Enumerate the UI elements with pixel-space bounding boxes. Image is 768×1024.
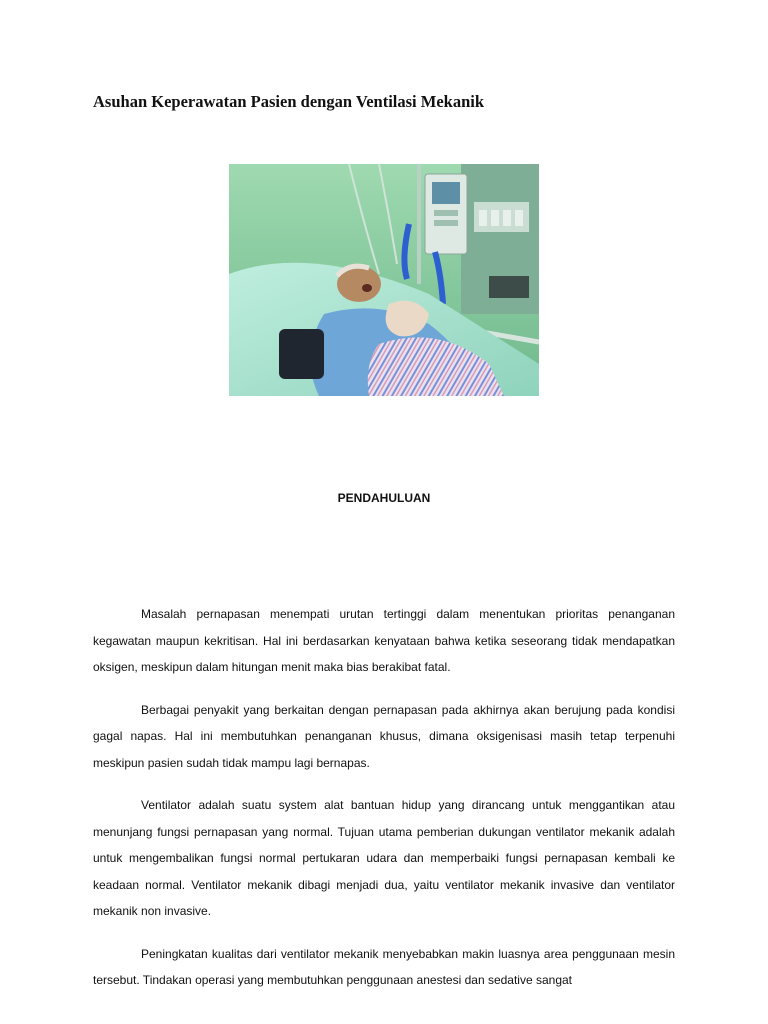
paragraph: Ventilator adalah suatu system alat bantuan hidup yang dirancang untuk menggantikan atau menunjang fungsi pernapasan yang normal. Tujuan utama pemberian dukungan ventilator mekanik adalah untuk mengembalikan fungsi normal pertukaran udara dan memperbaiki fungsi pernapasan kembali ke keadaan normal. Ventilator mekanik dibagi menjadi dua, yaitu ventilator mekanik invasive dan ventilator mekanik non invasive.	[93, 798, 675, 918]
paragraph: Berbagai penyakit yang berkaitan dengan pernapasan pada akhirnya akan berujung pada kondisi gagal napas. Hal ini membutuhkan penanganan khusus, dimana oksigenisasi masih tetap terpenuhi meskipun pasien sudah tidak mampu lagi bernapas.	[93, 702, 675, 770]
body-text	[93, 601, 675, 1010]
paragraph: Masalah pernapasan menempati urutan tertinggi dalam menentukan prioritas penanganan kegawatan maupun kekritisan. Hal ini berdasarkan kenyataan bahwa ketika seseorang tidak mendapatkan oksigen, meskipun dalam hitungan menit maka bias berakibat fatal.	[93, 607, 675, 674]
patient-ventilator-photo	[229, 164, 539, 396]
paragraph: Peningkatan kualitas dari ventilator mekanik menyebabkan makin luasnya area penggunaan mesin tersebut. Tindakan operasi yang membutuhkan penggunaan anestesi dan sedative sangat	[93, 946, 675, 987]
document-title: Asuhan Keperawatan Pasien dengan Ventilasi Mekanik	[93, 92, 485, 111]
section-heading: PENDAHULUAN	[337, 491, 431, 505]
